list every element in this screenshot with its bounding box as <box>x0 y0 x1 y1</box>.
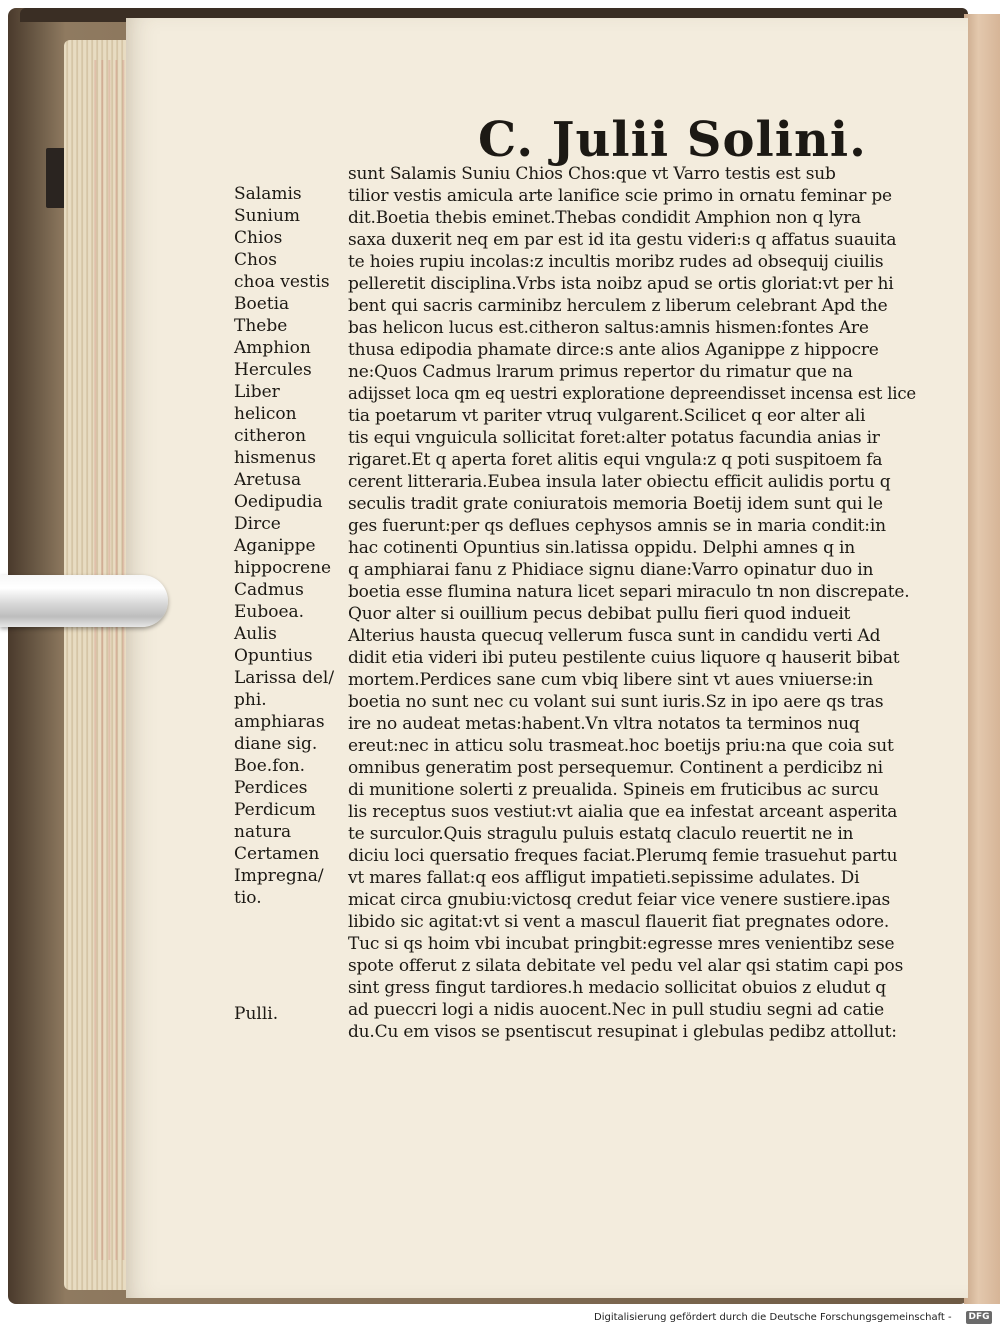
margin-note: helicon <box>234 404 297 424</box>
text-line: bent qui sacris carminibz herculem z liberum celebrant Apd the <box>348 296 888 316</box>
text-line: du.Cu em visos se psentiscut resupinat i glebulas pedibz attollut: <box>348 1022 897 1042</box>
text-line: spote offerut z silata debitate vel pedu vel alar qsi statim capi pos <box>348 956 904 976</box>
text-line: adijsset loca qm eq uestri exploratione depreendisset incensa est lice <box>348 384 916 403</box>
text-line: ereut:nec in atticu solu trasmeat.hoc boetijs priu:na que coia sut <box>348 736 894 756</box>
margin-note: Boetia <box>234 294 290 314</box>
margin-note: natura <box>234 822 292 842</box>
text-line: micat circa gnubiu:victosq credut feiar vice venere sustiere.ipas <box>348 890 891 910</box>
margin-note: Larissa del/ <box>234 668 335 688</box>
margin-note: phi. <box>234 690 267 710</box>
text-line: didit etia videri ibi puteu pestilente cuius liquore q hauserit bibat <box>348 648 900 668</box>
margin-note: choa vestis <box>234 272 330 292</box>
margin-note: Perdicum <box>234 800 316 820</box>
margin-note: Perdices <box>234 778 308 798</box>
margin-note: Oedipudia <box>234 492 323 512</box>
text-line: sunt Salamis Suniu Chios Chos:que vt Varro testis est sub <box>348 164 836 184</box>
text-line: hac cotinenti Opuntius sin.latissa oppidu. Delphi amnes q in <box>348 538 856 558</box>
dfg-logo: DFG <box>966 1311 992 1324</box>
text-line: tis equi vnguicula sollicitat foret:alter potatus facundia anias ir <box>348 428 880 448</box>
text-line: diciu loci quersatio freques faciat.Plerumq femie trasuehut partu <box>348 846 898 866</box>
margin-note: hippocrene <box>234 558 332 578</box>
text-line: Tuc si qs hoim vbi incubat pringbit:egresse mres venientibz sese <box>348 934 895 954</box>
text-line: vt mares fallat:q eos affligut impatieti.sepissime adulates. Di <box>348 868 860 888</box>
text-line: ges fuerunt:per qs deflues cephysos amnis se in maria condit:in <box>348 516 886 536</box>
facing-page-edge <box>964 14 1000 1304</box>
margin-note: Pulli. <box>234 1004 279 1024</box>
margin-note: Thebe <box>234 316 288 336</box>
text-line: pelleretit disciplina.Vrbs ista noibz apud se ortis gloriat:vt per hi <box>348 274 894 294</box>
margin-note: Chios <box>234 228 283 248</box>
text-line: saxa duxerit neq em par est id ita gestu videri:s q affatus suauita <box>348 230 897 250</box>
text-line: q amphiarai fanu z Phidiace signu diane:Varro opinatur duo in <box>348 560 874 580</box>
margin-note: Certamen <box>234 844 320 864</box>
text-line: omnibus generatim post persequemur. Continent a perdicibz ni <box>348 758 883 778</box>
margin-note: Salamis <box>234 184 302 204</box>
margin-note: amphiaras <box>234 712 325 732</box>
margin-note: Dirce <box>234 514 281 534</box>
text-line: libido sic agitat:vt si vent a mascul flauerit fiat pregnates odore. <box>348 912 890 932</box>
margin-note: Aulis <box>234 624 277 644</box>
text-line: mortem.Perdices sane cum vbiq libere sint vt aues vniuerse:in <box>348 670 873 690</box>
text-line: cerent litteraria.Eubea insula later obiectu efficit aulidis portu q <box>348 472 891 492</box>
text-line: tilior vestis amicula arte lanifice scie primo in ornatu feminar pe <box>348 186 892 206</box>
text-line: rigaret.Et q aperta foret alitis equi vngula:z q poti suspitoem fa <box>348 450 883 470</box>
margin-note: citheron <box>234 426 307 446</box>
margin-note: Opuntius <box>234 646 313 666</box>
text-line: Alterius hausta quecuq vellerum fusca sunt in candidu verti Ad <box>348 626 881 646</box>
text-line: ad pueccri logi a nidis auocent.Nec in pull studiu segni ad catie <box>348 1000 884 1020</box>
text-line: sint gress fingut tardiores.h medacio sollicitat obuios z eludut q <box>348 978 886 998</box>
text-line: boetia no sunt nec cu volant sui sunt iuris.Sz in ipo aere qs tras <box>348 692 884 712</box>
text-line: lis receptus suos vestiut:vt aialia que ea infestat arceant asperita <box>348 802 898 822</box>
text-line: bas helicon lucus est.citheron saltus:amnis hismen:fontes Are <box>348 318 869 338</box>
text-line: boetia esse flumina natura licet separi miraculo tn non discrepate. <box>348 582 910 602</box>
margin-note: Impregna/ <box>234 866 324 886</box>
text-line: ne:Quos Cadmus lrarum primus repertor du rimatur que na <box>348 362 853 382</box>
margin-note: Hercules <box>234 360 312 380</box>
text-line: tia poetarum vt pariter vtruq vulgarent.Scilicet q eor alter ali <box>348 406 866 426</box>
text-line: ire no audeat metas:habent.Vn vltra notatos ta terminos nuq <box>348 714 860 734</box>
margin-note: Amphion <box>234 338 311 358</box>
margin-note: Boe.fon. <box>234 756 306 776</box>
text-line: thusa edipodia phamate dirce:s ante alios Aganippe z hippocre <box>348 340 879 360</box>
margin-note: Aganippe <box>234 536 316 556</box>
digitization-credit: Digitalisierung gefördert durch die Deutsche Forschungsgemeinschaft - <box>594 1312 952 1323</box>
margin-note: Euboea. <box>234 602 305 622</box>
margin-note: Sunium <box>234 206 301 226</box>
margin-note: Cadmus <box>234 580 304 600</box>
running-title: C. Julii Solini. <box>478 112 867 168</box>
text-line: Quor alter si ouillium pecus debibat pullu fieri quod indueit <box>348 604 851 624</box>
text-line: dit.Boetia thebis eminet.Thebas condidit Amphion non q lyra <box>348 208 861 228</box>
margin-note: tio. <box>234 888 262 908</box>
margin-note: diane sig. <box>234 734 318 754</box>
glass-rod-page-holder <box>0 575 168 627</box>
margin-note: Liber <box>234 382 280 402</box>
margin-note: hismenus <box>234 448 316 468</box>
text-line: seculis tradit grate coniuratois memoria Boetij idem sunt qui le <box>348 494 883 514</box>
text-line: di munitione solerti z preualida. Spineis em fruticibus ac surcu <box>348 780 879 800</box>
text-line: te surculor.Quis stragulu puluis estatq claculo reuertit ne in <box>348 824 854 844</box>
margin-note: Aretusa <box>234 470 302 490</box>
margin-note: Chos <box>234 250 277 270</box>
text-line: te hoies rupiu incolas:z incultis moribz rudes ad obsequij ciuilis <box>348 252 884 272</box>
page-edges-rubrication <box>90 60 126 1260</box>
